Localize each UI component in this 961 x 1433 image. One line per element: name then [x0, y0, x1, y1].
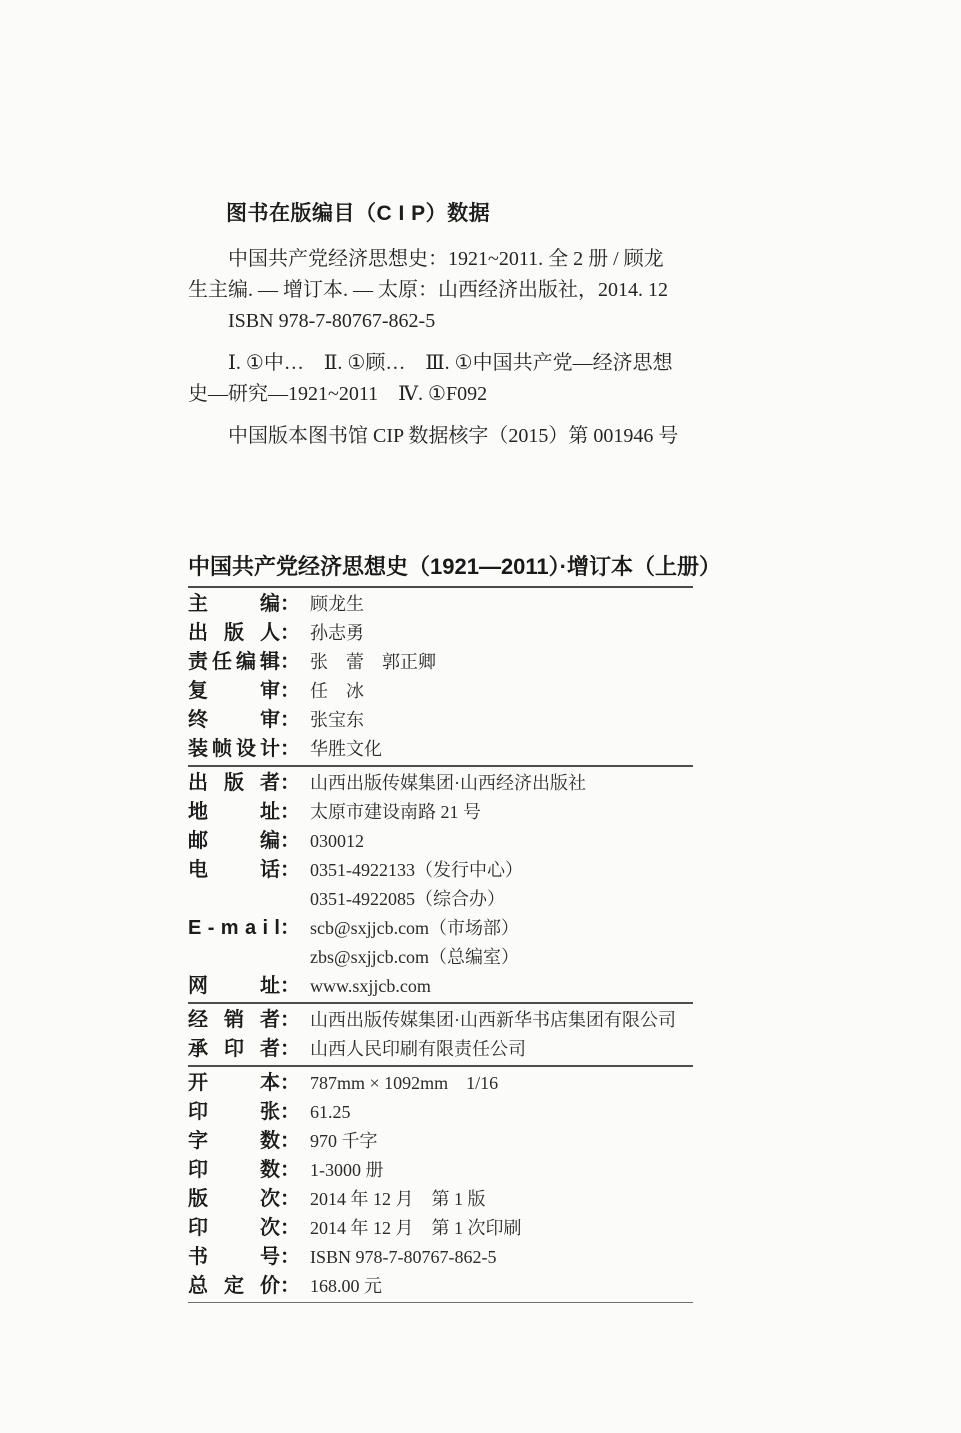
label-char: 辑: [260, 651, 280, 673]
row-colon: ：: [280, 1130, 300, 1152]
row-value: 山西出版传媒集团·山西经济出版社: [310, 773, 586, 793]
row-colon: ：: [280, 975, 300, 997]
table-row: [188, 1069, 693, 1098]
label-char: 版: [224, 622, 244, 644]
label-char: E: [188, 917, 202, 939]
row-label: [188, 619, 280, 648]
table-row: [188, 1006, 693, 1035]
label-char: 话: [260, 859, 280, 881]
table-row: [188, 1098, 693, 1127]
label-char: 印: [188, 1159, 208, 1181]
label-char: 定: [224, 1275, 244, 1297]
table-row: [188, 677, 693, 706]
row-label: [188, 1035, 280, 1064]
table-row: [188, 1035, 693, 1064]
row-label: [188, 590, 280, 619]
row-value: 030012: [310, 831, 364, 851]
label-char: 版: [188, 1188, 208, 1210]
label-char: -: [207, 917, 215, 939]
book-title: 中国共产党经济思想史（1921—2011）·增订本（上册）: [188, 554, 721, 579]
table-row-continuation: [188, 885, 693, 914]
row-label: [188, 1006, 280, 1035]
row-colon: ：: [280, 738, 300, 760]
colophon-section-printing: [188, 1067, 693, 1303]
row-label: [188, 1185, 280, 1214]
row-value: 张 蕾 郭正卿: [310, 652, 436, 672]
label-char: m: [220, 917, 239, 939]
row-colon: ：: [280, 1038, 300, 1060]
row-colon: ：: [280, 1217, 300, 1239]
row-colon: ：: [280, 651, 300, 673]
row-value: 2014 年 12 月 第 1 次印刷: [310, 1218, 522, 1238]
table-row: [188, 769, 693, 798]
label-char: 设: [236, 738, 256, 760]
row-value: ISBN 978-7-80767-862-5: [310, 1247, 497, 1267]
row-value: 61.25: [310, 1102, 351, 1122]
row-value: 任 冰: [310, 681, 364, 701]
label-char: 开: [188, 1072, 208, 1094]
label-char: 网: [188, 975, 208, 997]
label-char: 本: [260, 1072, 280, 1094]
label-char: 责: [188, 651, 208, 673]
row-label: [188, 735, 280, 764]
row-label: [188, 648, 280, 677]
row-label: [188, 1127, 280, 1156]
label-char: 者: [260, 772, 280, 794]
row-label: [188, 1069, 280, 1098]
row-label: [188, 972, 280, 1001]
row-value: 张宝东: [310, 710, 364, 730]
colophon-table: [188, 588, 693, 1303]
label-char: 帧: [212, 738, 232, 760]
cip-record-number-line: 中国版本图书馆 CIP 数据核字（2015）第 001946 号: [228, 425, 679, 447]
label-char: l: [274, 917, 280, 939]
label-char: 址: [260, 801, 280, 823]
row-colon: ：: [280, 859, 300, 881]
label-char: 址: [260, 975, 280, 997]
label-char: 主: [188, 593, 208, 615]
row-value: 1-3000 册: [310, 1160, 384, 1180]
table-row: [188, 1214, 693, 1243]
title-block: [188, 552, 721, 588]
label-char: 书: [188, 1246, 208, 1268]
label-char: 版: [224, 772, 244, 794]
cip-classification-line-2: 史—研究—1921~2011 Ⅳ. ①F092: [188, 383, 488, 405]
label-char: 出: [188, 772, 208, 794]
label-char: 总: [188, 1275, 208, 1297]
table-row: [188, 1185, 693, 1214]
cip-classification-line-1: Ⅰ. ①中… Ⅱ. ①顾… Ⅲ. ①中国共产党—经济思想: [228, 352, 673, 374]
label-char: 邮: [188, 830, 208, 852]
label-char: 计: [260, 738, 280, 760]
row-value: 0351-4922133（发行中心）: [310, 860, 523, 880]
table-row: [188, 648, 693, 677]
label-char: 次: [260, 1217, 280, 1239]
cip-description-line-2: 生主编. — 增订本. — 太原：山西经济出版社，2014. 12: [188, 279, 668, 301]
row-value: www.sxjjcb.com: [310, 976, 431, 996]
row-value: 山西人民印刷有限责任公司: [310, 1039, 526, 1059]
row-label: [188, 1156, 280, 1185]
label-char: 审: [260, 680, 280, 702]
label-char: 次: [260, 1188, 280, 1210]
cip-block: [188, 200, 702, 452]
table-row: [188, 1156, 693, 1185]
row-value: 太原市建设南路 21 号: [310, 802, 481, 822]
row-colon: ：: [280, 1275, 300, 1297]
row-label: [188, 1214, 280, 1243]
table-row: [188, 735, 693, 764]
row-colon: ：: [280, 680, 300, 702]
label-char: 号: [260, 1246, 280, 1268]
row-label: [188, 1098, 280, 1127]
row-value: 山西出版传媒集团·山西新华书店集团有限公司: [310, 1010, 676, 1030]
label-char: 经: [188, 1009, 208, 1031]
row-label: [188, 827, 280, 856]
label-char: 编: [260, 830, 280, 852]
row-value: 168.00 元: [310, 1276, 382, 1296]
label-char: 字: [188, 1130, 208, 1152]
label-char: 人: [260, 622, 280, 644]
label-char: 终: [188, 709, 208, 731]
row-label: [188, 914, 280, 943]
label-char: 审: [260, 709, 280, 731]
row-label: [188, 1272, 280, 1301]
cip-description-line-1: 中国共产党经济思想史：1921~2011. 全 2 册 / 顾龙: [228, 248, 664, 270]
row-colon: ：: [280, 1101, 300, 1123]
table-row: [188, 706, 693, 735]
label-char: 任: [212, 651, 232, 673]
label-char: 数: [260, 1130, 280, 1152]
row-label: [188, 769, 280, 798]
label-char: 地: [188, 801, 208, 823]
colophon-section-distribution: [188, 1004, 693, 1067]
colophon-section-publisher: [188, 767, 693, 1004]
colophon-section-editors: [188, 588, 693, 767]
row-value: 0351-4922085（综合办）: [310, 889, 505, 909]
row-value: 2014 年 12 月 第 1 版: [310, 1189, 486, 1209]
label-char: 印: [188, 1101, 208, 1123]
label-char: a: [244, 917, 257, 939]
row-value: 孙志勇: [310, 623, 364, 643]
table-row: [188, 590, 693, 619]
row-label: [188, 677, 280, 706]
label-char: i: [262, 917, 268, 939]
table-row: [188, 1272, 693, 1301]
table-row: [188, 827, 693, 856]
cip-isbn-line: ISBN 978-7-80767-862-5: [228, 310, 436, 332]
row-colon: ：: [280, 1188, 300, 1210]
row-colon: ：: [280, 622, 300, 644]
row-colon: ：: [280, 772, 300, 794]
table-row: [188, 856, 693, 885]
table-row: [188, 798, 693, 827]
label-char: 印: [188, 1217, 208, 1239]
row-colon: ：: [280, 1072, 300, 1094]
row-colon: ：: [280, 709, 300, 731]
table-row: [188, 972, 693, 1001]
table-row: [188, 619, 693, 648]
label-char: 编: [236, 651, 256, 673]
label-char: 装: [188, 738, 208, 760]
label-char: 张: [260, 1101, 280, 1123]
row-colon: ：: [280, 801, 300, 823]
row-label: [188, 1243, 280, 1272]
table-row: [188, 914, 693, 943]
label-char: 印: [224, 1038, 244, 1060]
row-colon: ：: [280, 830, 300, 852]
row-colon: ：: [280, 917, 300, 939]
table-row-continuation: [188, 943, 693, 972]
label-char: 复: [188, 680, 208, 702]
row-value: scb@sxjjcb.com（市场部）: [310, 918, 520, 938]
label-char: 数: [260, 1159, 280, 1181]
label-char: 电: [188, 859, 208, 881]
table-row: [188, 1127, 693, 1156]
row-label: [188, 798, 280, 827]
label-char: 出: [188, 622, 208, 644]
label-char: 价: [260, 1275, 280, 1297]
row-value: 顾龙生: [310, 594, 364, 614]
row-colon: ：: [280, 1159, 300, 1181]
row-value: zbs@sxjjcb.com（总编室）: [310, 947, 520, 967]
label-char: 者: [260, 1009, 280, 1031]
row-value: 787mm × 1092mm 1/16: [310, 1073, 499, 1093]
cip-heading: 图书在版编目（C I P）数据: [226, 202, 491, 225]
table-row: [188, 1243, 693, 1272]
row-value: 华胜文化: [310, 739, 382, 759]
row-value: 970 千字: [310, 1131, 378, 1151]
row-colon: ：: [280, 593, 300, 615]
label-char: 销: [224, 1009, 244, 1031]
label-char: 承: [188, 1038, 208, 1060]
row-colon: ：: [280, 1009, 300, 1031]
row-colon: ：: [280, 1246, 300, 1268]
label-char: 者: [260, 1038, 280, 1060]
label-char: 编: [260, 593, 280, 615]
row-label: [188, 706, 280, 735]
row-label: [188, 856, 280, 885]
